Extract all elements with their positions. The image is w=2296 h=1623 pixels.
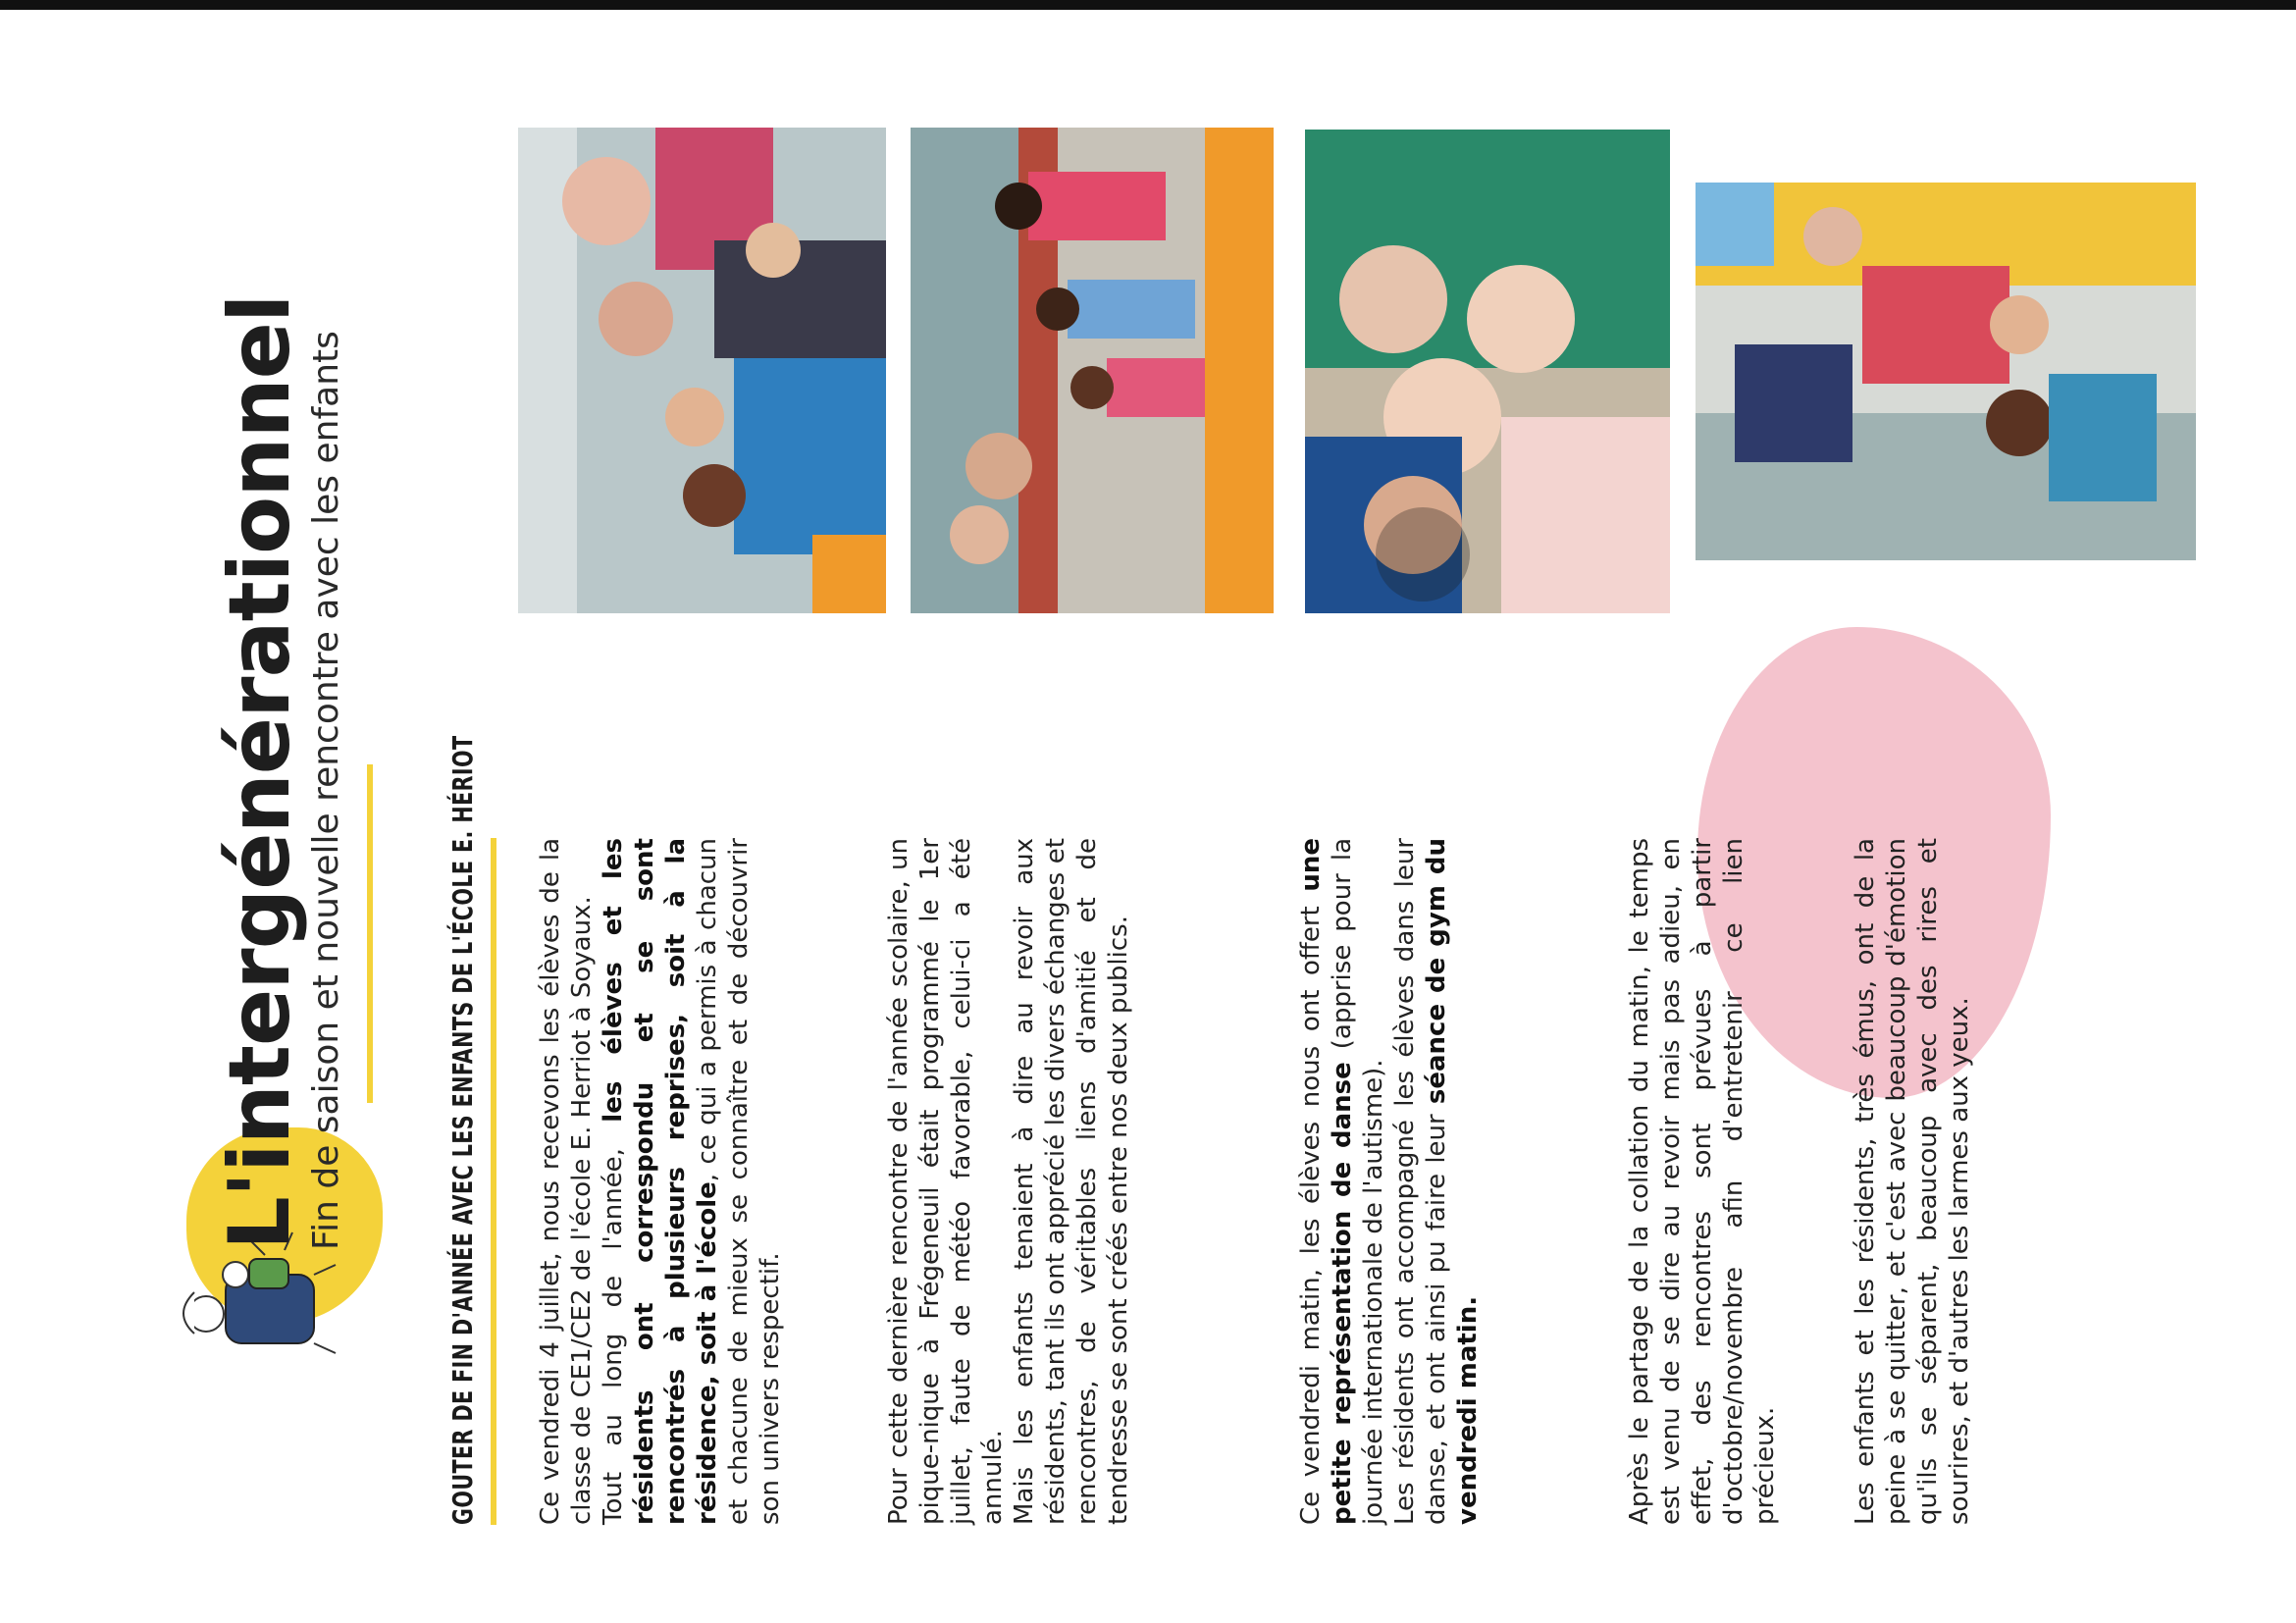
section-title: GOUTER DE FIN D'ANNÉE AVEC LES ENFANTS DE L'ÉCOLE E. HÉRIOT: [446, 735, 479, 1525]
paragraph-1: [535, 838, 786, 1525]
p3-bold: une petite représentation de danse: [1296, 838, 1357, 1525]
title-underline: [367, 764, 373, 1103]
paragraph-3: [1295, 838, 1484, 1525]
p1-text: Ce vendredi 4 juillet, nous recevons les élèves de la classe de CE1/CE2 de l'école E. Herriot à Soyaux.: [536, 838, 597, 1525]
p1-bold: les élèves et les résidents ont correspondu et se sont rencontrés à plusieurs reprises, soit à la résidence, soit à l'école: [599, 838, 722, 1525]
paragraph-2: [883, 838, 1134, 1525]
p3-bold: séance de gym du vendredi matin.: [1422, 838, 1483, 1525]
p2-text: Pour cette dernière rencontre de l'année scolaire, un pique-nique à Frégeneuil était programmé le 1er juillet, faute de météo favorable, celui-ci a été annulé.: [884, 838, 1008, 1525]
paragraph-4: [1624, 838, 1781, 1525]
p3-text: Ce vendredi matin, les élèves nous ont offert: [1296, 891, 1326, 1525]
p1-text: Tout au long de l'année,: [599, 1122, 628, 1525]
p3-text: Les résidents ont accompagné les élèves dans leur danse, et ont ainsi pu faire leur: [1390, 838, 1451, 1525]
photo-girl-boy-resident-selfie: [1305, 130, 1670, 613]
page-title: L'intergénérationnel: [211, 294, 309, 1250]
photo-children-residents-group: [518, 128, 886, 613]
page-subtitle: Fin de saison et nouvelle rencontre avec les enfants: [306, 331, 346, 1250]
p3-text: (apprise pour la journée internationale de l'autisme).: [1328, 838, 1388, 1525]
section-underline: [491, 838, 496, 1525]
photo-dance-performance: [911, 128, 1274, 613]
photo-resident-with-children: [1696, 183, 2196, 560]
p2-text: Mais les enfants tenaient à dire au revoir aux résidents, tant ils ont apprécié les divers échanges et rencontres, de véritables liens d'amitié et de tendresse se sont créés entre nos deux publics.: [1010, 838, 1133, 1525]
paragraph-5: [1850, 838, 1975, 1525]
p1-text: , ce qui a permis à chacun et chacune de mieux se connaître et de découvrir son univers respectif.: [693, 838, 785, 1525]
p5-text: Les enfants et les résidents, très émus, ont de la peine à se quitter, et c'est avec beaucoup d'émotion qu'ils se séparent, beaucoup avec des rires et sourires, et d'autres les larmes aux yeux.: [1851, 838, 1974, 1525]
p4-text: Après le partage de la collation du matin, le temps est venu de se dire au revoir mais pas adieu, en effet, des rencontres sont prévues à partir d'octobre/novembre afin d'entretenir ce lien précieux.: [1625, 838, 1780, 1525]
